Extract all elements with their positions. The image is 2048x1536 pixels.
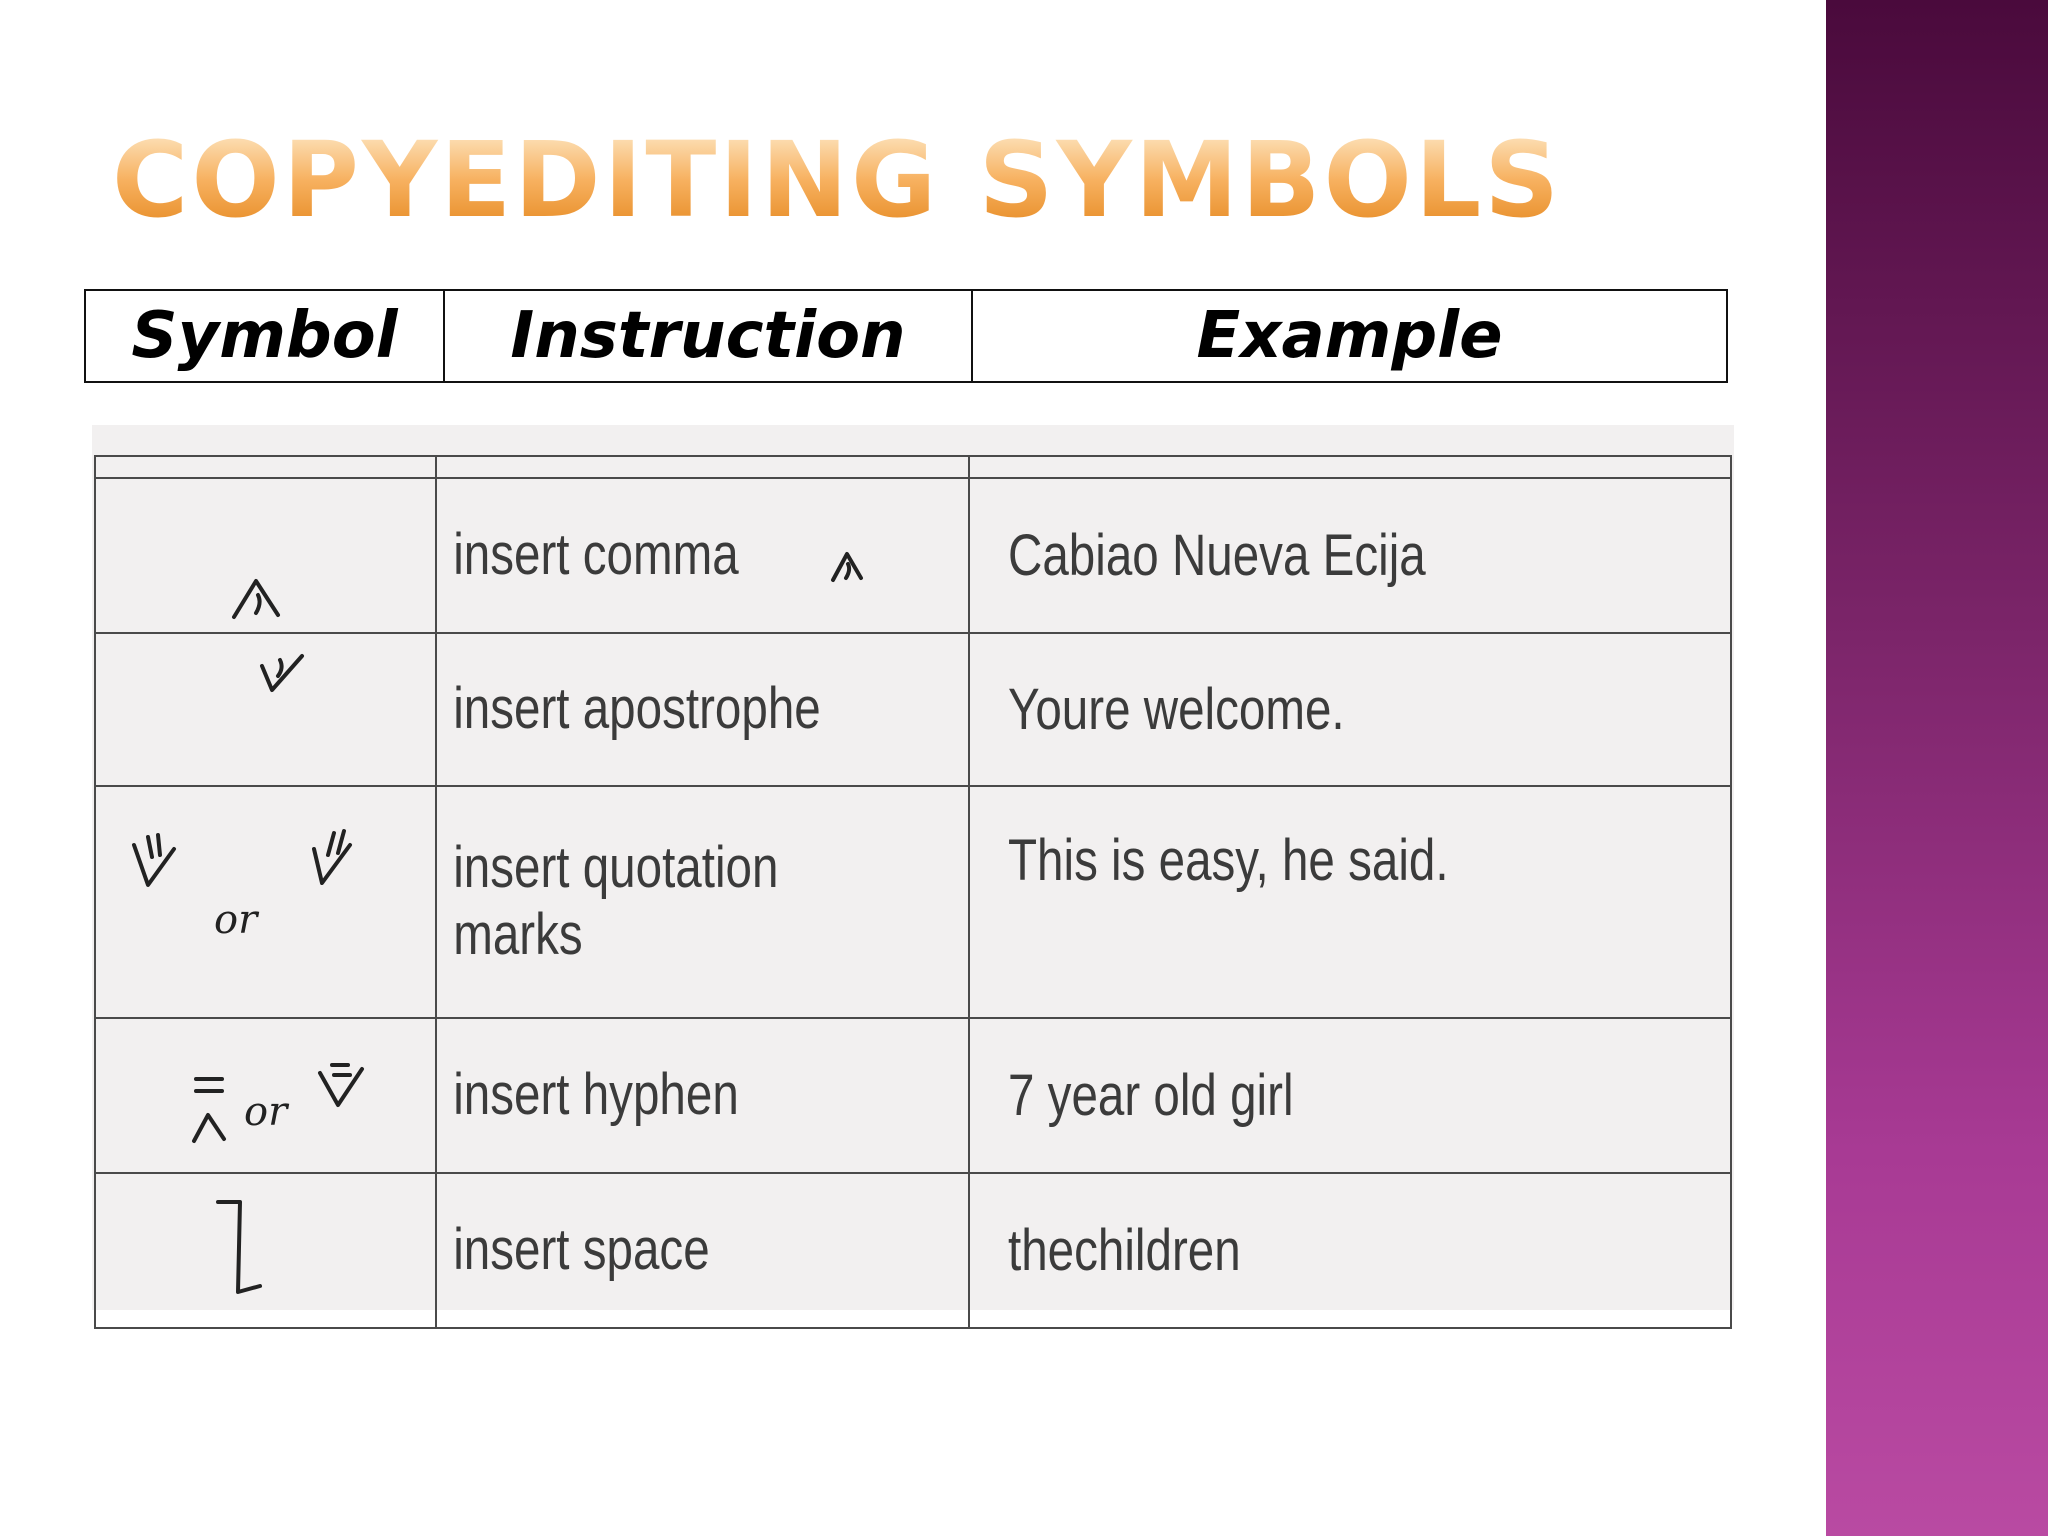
- example-cell: [969, 633, 1731, 786]
- header-row: [85, 290, 1727, 382]
- quotation-mark-icon: [126, 827, 186, 897]
- caret-comma-mark-icon: [827, 546, 867, 590]
- quotation-mark-alt-icon: [306, 823, 366, 893]
- example-text: 7 year old girl: [1008, 1063, 1294, 1128]
- symbol-cell: [95, 478, 436, 633]
- table-row: [95, 786, 1731, 1018]
- header-instruction: Instruction: [444, 290, 972, 382]
- decorative-sidebar: [1826, 0, 2048, 1536]
- header-symbol: Symbol: [85, 290, 444, 382]
- table-row: [95, 633, 1731, 786]
- symbol-cell: [95, 1018, 436, 1173]
- caret-comma-icon: [226, 569, 296, 639]
- example-text: thechildren: [1008, 1218, 1241, 1283]
- example-text: This is easy, he said.: [1008, 828, 1449, 893]
- example-text: Youre welcome.: [1008, 677, 1345, 742]
- header-example: Example: [972, 290, 1727, 382]
- instruction-cell: insert comma: [436, 478, 873, 633]
- example-cell: [969, 1173, 1731, 1328]
- or-label: or: [244, 1089, 288, 1135]
- example-text: Cabiao Nueva Ecija: [1008, 523, 1426, 588]
- example-cell: [969, 786, 1731, 1018]
- hyphen-caret-icon: [188, 1069, 232, 1149]
- or-label: or: [214, 897, 258, 943]
- space-bracket-icon: [208, 1194, 268, 1304]
- instruction-cell: insert space: [436, 1173, 873, 1328]
- apostrophe-mark-icon: [256, 646, 316, 706]
- symbol-cell: [95, 1173, 436, 1328]
- example-cell: [969, 478, 1731, 633]
- header-table: [84, 289, 1728, 383]
- table-top-strip: [95, 456, 1731, 478]
- instruction-cell: insert quotation marks: [436, 786, 873, 1018]
- example-cell: [969, 1018, 1731, 1173]
- table-row: [95, 1173, 1731, 1328]
- table-row: [95, 1018, 1731, 1173]
- instruction-cell: insert hyphen: [436, 1018, 873, 1173]
- table-row: [95, 478, 1731, 633]
- slide-title: COPYEDITING SYMBOLS: [112, 119, 1563, 241]
- symbol-cell: [95, 633, 436, 786]
- symbol-cell: [95, 786, 436, 1018]
- instruction-cell: insert apostrophe: [436, 633, 873, 786]
- symbol-table: [94, 455, 1732, 1329]
- hyphen-mark-icon: [312, 1055, 372, 1115]
- scanned-symbol-table: [92, 425, 1734, 1310]
